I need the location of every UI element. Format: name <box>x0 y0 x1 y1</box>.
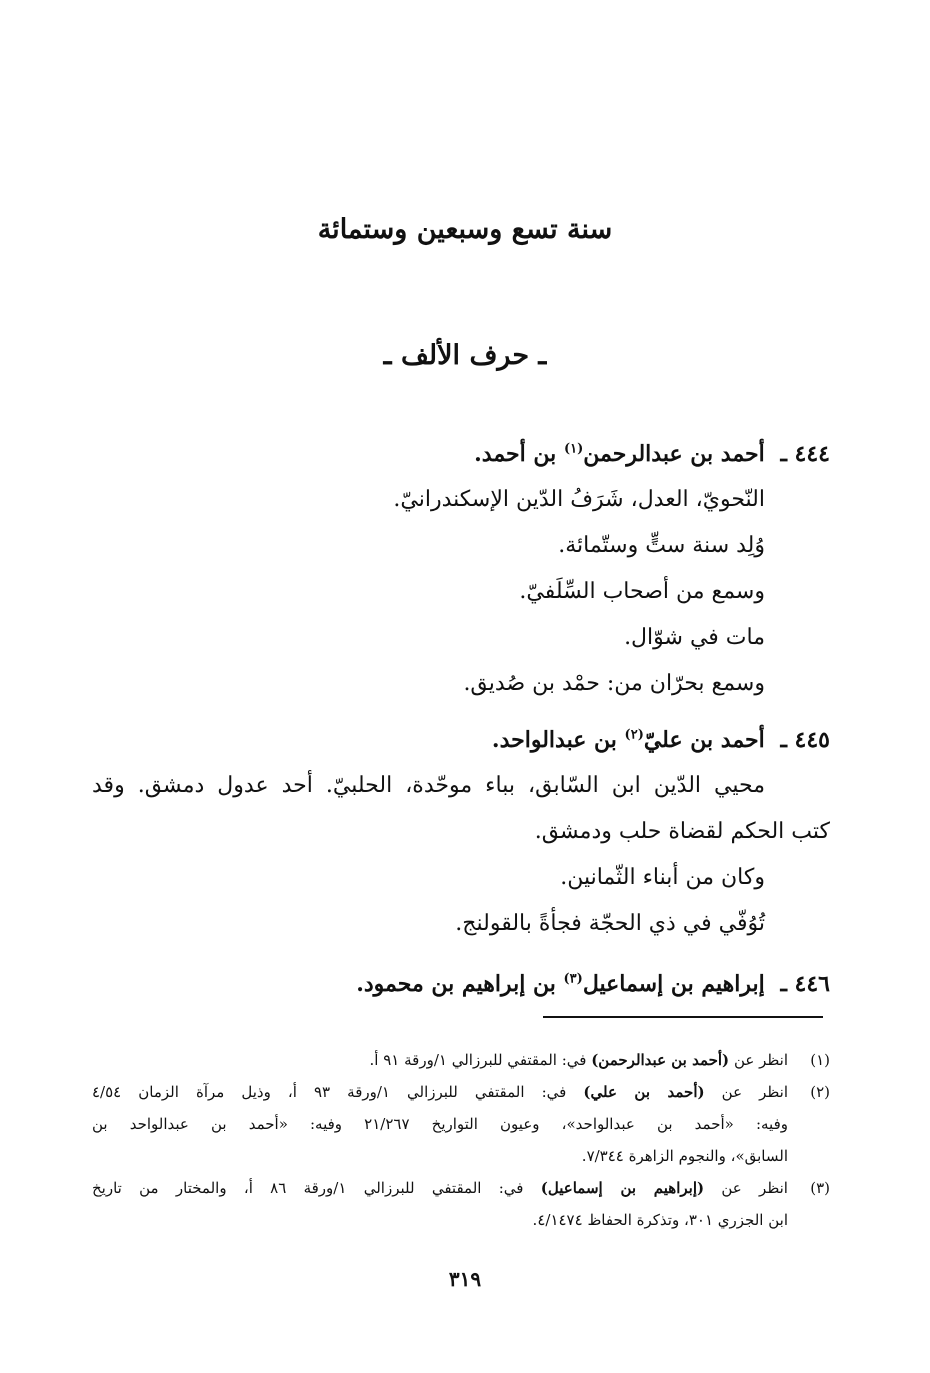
footnote-text <box>92 1076 788 1172</box>
entry-number: ٤٤٦ ـ <box>780 971 830 997</box>
footnote-text-part: انظر عن <box>721 1179 788 1197</box>
footnote <box>92 1172 830 1236</box>
footnote <box>92 1044 830 1076</box>
footnote-text-part: انظر عن <box>733 1051 788 1069</box>
text-line: كتب الحكم لقضاة حلب ودمشق. <box>534 819 830 844</box>
footnote-text <box>92 1044 788 1076</box>
entry-number: ٤٤٥ ـ <box>780 727 830 753</box>
footnote-line <box>92 1044 788 1076</box>
text-line: مات في شوّال. <box>624 625 765 650</box>
footnote-ref[interactable]: (٢) <box>624 727 644 743</box>
footnote-text-part: انظر عن <box>721 1083 789 1101</box>
footnote-number: (٢) <box>810 1083 830 1101</box>
footnote-number: (١) <box>810 1051 830 1069</box>
footnote-line: ابن الجزري ٣٠١، وتذكرة الحفاظ ٤/١٤٧٤. <box>532 1211 788 1229</box>
entry-heading <box>92 717 830 763</box>
footnote-ref[interactable]: (١) <box>563 441 584 457</box>
entry-name: إبراهيم بن إسماعيل <box>582 971 765 997</box>
text-line: وكان من أبناء الثّمانين. <box>560 865 765 890</box>
entry-name-rest: بن أحمد. <box>474 441 557 467</box>
entry-heading <box>92 961 830 1007</box>
footnote-text-part: في: المقتفي للبرزالي ١/ورقة ٨٦ أ، والمختار من تاريخ <box>92 1179 524 1197</box>
footnote-line <box>92 1172 788 1204</box>
entry-name: أحمد بن عليّ <box>643 727 765 753</box>
text-line: النّحويّ، العدل، شَرَفُ الدّين الإسكندرانيّ. <box>393 487 765 512</box>
footnote-text <box>92 1172 788 1236</box>
entry-number: ٤٤٤ ـ <box>780 441 830 467</box>
text-line: وُلِد سنة ستٍّ وستّمائة. <box>558 533 765 558</box>
footnote-text-part: في: المقتفي للبرزالي ١/ورقة ٩٣ أ، وذيل مرآة الزمان ٤/٥٤ <box>92 1083 567 1101</box>
footnote-divider <box>543 1016 823 1018</box>
main-text <box>92 431 830 1007</box>
entry-name-rest: بن إبراهيم بن محمود. <box>356 971 556 997</box>
entry-name-rest: بن عبدالواحد. <box>491 727 617 753</box>
text-line: تُوُفّي في ذي الحجّة فجأةً بالقولنج. <box>455 911 765 936</box>
entry-name: أحمد بن عبدالرحمن <box>583 441 765 467</box>
footnote-number: (٣) <box>810 1179 830 1197</box>
section-heading: ـ حرف الألف ـ <box>383 340 547 371</box>
entry-heading <box>92 431 830 477</box>
footnote-line: السابق»، والنجوم الزاهرة ٧/٣٤٤. <box>581 1147 788 1165</box>
footnote <box>92 1076 830 1172</box>
footnote-subject: (أحمد بن عبدالرحمن) <box>591 1051 730 1069</box>
footnote-line: وفيه: «أحمد بن عبدالواحد»، وعيون التواريخ ٢١/٢٦٧ وفيه: «أحمد بن عبدالواحد بن <box>92 1115 788 1133</box>
page-number: ٣١٩ <box>448 1267 482 1291</box>
text-line: وسمع من أصحاب السِّلَفيّ. <box>519 579 765 604</box>
footnote-subject: (أحمد بن علي) <box>583 1083 705 1101</box>
text-line: محيي الدّين ابن السّابق، بباء موحّدة، الحلبيّ. أحد عدول دمشق. وقد <box>92 773 765 798</box>
footnotes <box>92 1044 830 1236</box>
year-heading: سنة تسع وسبعين وستمائة <box>317 214 613 245</box>
text-line: وسمع بحرّان من: حمْد بن صُديق. <box>463 671 765 696</box>
footnote-text-part: في: المقتفي للبرزالي ١/ورقة ٩١ أ. <box>369 1051 587 1069</box>
footnote-line <box>92 1076 788 1108</box>
footnote-ref[interactable]: (٣) <box>563 971 583 987</box>
footnote-subject: (إبراهيم بن إسماعيل) <box>540 1179 705 1197</box>
